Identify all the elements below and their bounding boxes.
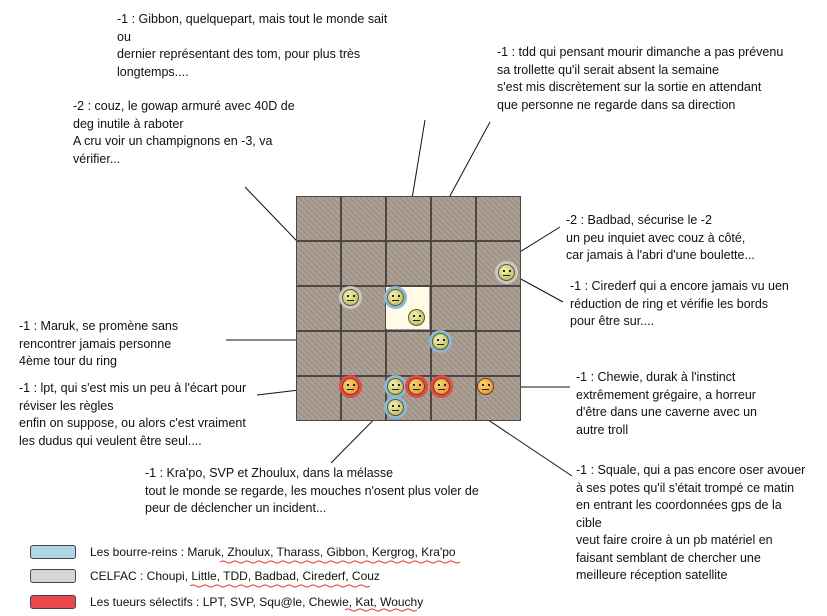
legend-row-bourre-reins [30, 544, 456, 560]
note-chewie: -1 : Chewie, durak à l'instinct extrêmement grégaire, a horreur d'être dans une caverne avec un autre troll [576, 370, 757, 437]
grid-cell [386, 196, 431, 241]
grid-cell [296, 196, 341, 241]
legend-label: CELFAC : Choupi, Little, TDD, Badbad, Cirederf, Couz [90, 569, 380, 583]
troll-token-gibbon[interactable] [387, 289, 404, 306]
grid-cell [476, 331, 521, 376]
grid-cell [476, 241, 521, 286]
grid-cell [431, 196, 476, 241]
grid-cell [386, 241, 431, 286]
grid-cell [476, 196, 521, 241]
troll-token-chewie[interactable] [477, 378, 494, 395]
legend-swatch [30, 545, 76, 559]
troll-token-squale[interactable] [433, 378, 450, 395]
legend-row-tueurs [30, 594, 423, 610]
note-krapo: -1 : Kra'po, SVP et Zhoulux, dans la mélasse tout le monde se regarde, les mouches n'osent plus voler de peur de déclencher un incident... [145, 466, 479, 515]
note-gibbon: -1 : Gibbon, quelquepart, mais tout le monde sait ou dernier représentant des tom, pour plus très longtemps.... [117, 12, 388, 79]
troll-token-zhoulux[interactable] [387, 399, 404, 416]
note-squale: -1 : Squale, qui a pas encore oser avouer à ses potes qu'il s'était trompé ce matin en entrant les coordonnées gps de la cible veut faire croire à un pb matériel en faisant semblant de chercher une meilleure réception satellite [576, 463, 806, 582]
note-maruk: -1 : Maruk, se promène sans rencontrer jamais personne 4ème tour du ring [19, 319, 179, 368]
troll-token-badbad[interactable] [498, 264, 515, 281]
grid-cell [431, 241, 476, 286]
legend-swatch [30, 569, 76, 583]
troll-token-couz[interactable] [342, 289, 359, 306]
legend-label: Les tueurs sélectifs : LPT, SVP, Squ@le, Chewie, Kat, Wouchy [90, 595, 424, 609]
troll-token-krapo[interactable] [387, 378, 404, 395]
grid-cell [341, 241, 386, 286]
legend-row-celfac [30, 568, 380, 584]
note-badbad: -2 : Badbad, sécurise le -2 un peu inquiet avec couz à côté, car jamais à l'abri d'une boulette... [566, 213, 755, 262]
grid-cell [341, 196, 386, 241]
note-lpt: -1 : lpt, qui s'est mis un peu à l'écart pour réviser les règles enfin on suppose, ou alors c'est vraiment les dudus qui veulent être seul.... [19, 381, 247, 448]
note-couz: -2 : couz, le gowap armuré avec 40D de deg inutile à raboter A cru voir un champignons en -3, va vérifier... [73, 99, 295, 166]
grid-cell [296, 241, 341, 286]
grid-cell [341, 331, 386, 376]
note-cirederf: -1 : Cirederf qui a encore jamais vu uen réduction de ring et vérifie les bords pour être sur.... [570, 279, 789, 328]
grid-cell [431, 286, 476, 331]
grid-cell [476, 286, 521, 331]
grid-cell [296, 286, 341, 331]
spell-underline-1 [220, 561, 460, 563]
legend-swatch [30, 595, 76, 609]
troll-token-tdd[interactable] [408, 309, 425, 326]
grid-cell [296, 376, 341, 421]
grid-cell [296, 331, 341, 376]
troll-token-lpt[interactable] [342, 378, 359, 395]
troll-token-maruk[interactable] [432, 333, 449, 350]
grid-cell [386, 331, 431, 376]
spell-underline-2 [190, 585, 370, 587]
note-tdd: -1 : tdd qui pensant mourir dimanche a pas prévenu sa trollette qu'il serait absent la semaine s'est mis discrètement sur la sortie en attendant que personne ne regarde dans sa direction [497, 45, 784, 112]
legend-label: Les bourre-reins : Maruk, Zhoulux, Tharass, Gibbon, Kergrog, Kra'po [90, 545, 456, 559]
troll-token-svp[interactable] [408, 378, 425, 395]
